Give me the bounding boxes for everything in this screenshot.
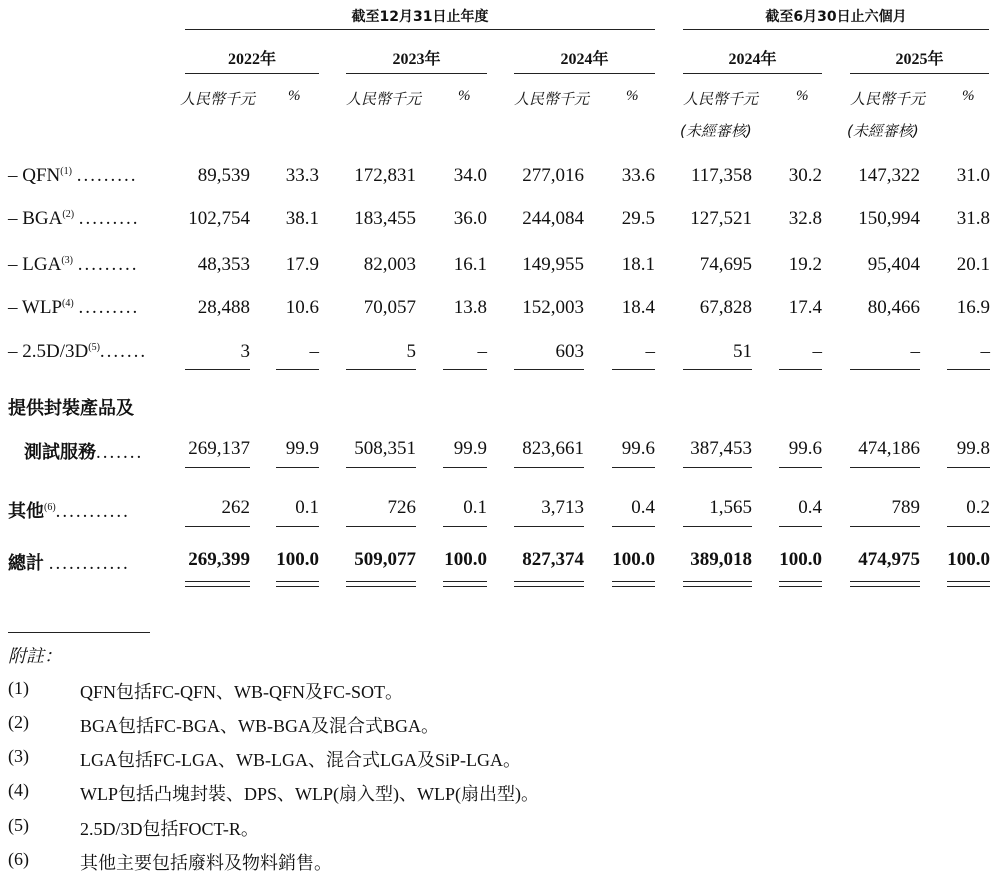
header-rule [185, 29, 655, 30]
subtotal-bottom-rule [276, 467, 319, 468]
percent-label: % [962, 88, 975, 104]
subtotal-rule [276, 369, 319, 370]
table-cell-others-percent: 0.1 [463, 497, 487, 518]
table-cell-total-amount: 389,018 [690, 549, 752, 570]
others-rule [185, 526, 250, 527]
others-rule [612, 526, 655, 527]
note-text: WLP包括凸塊封裝、DPS、WLP(扇入型)、WLP(扇出型)。 [80, 784, 539, 804]
subtotal-rule [443, 369, 487, 370]
table-cell-lga-amount: 82,003 [363, 254, 416, 275]
table-cell-subtotal-percent: 99.6 [788, 438, 822, 459]
year-header: 2024年 [560, 51, 609, 68]
others-rule [683, 526, 752, 527]
table-cell-bga-percent: 29.5 [621, 208, 655, 229]
total-double-rule [612, 581, 655, 582]
table-cell-lga-amount: 74,695 [699, 254, 752, 275]
percent-label: % [288, 88, 301, 104]
row-label-bga: – BGA$^{(2)}$ ......... [8, 208, 140, 229]
percent-label: % [796, 88, 809, 104]
note-number: (2) [8, 712, 29, 732]
note-number: (4) [8, 780, 29, 800]
unaudited-label: (未經審核) [847, 122, 919, 140]
row-label-total: 總計 ............ [8, 553, 130, 574]
row-label-others: 其他$^{(6)}$........... [8, 501, 130, 522]
unaudited-label: (未經審核) [680, 122, 752, 140]
table-cell-wlp-percent: 10.6 [285, 297, 319, 318]
table-cell-lga-amount: 149,955 [522, 254, 584, 275]
table-cell-subtotal-percent: 99.8 [956, 438, 990, 459]
total-double-rule [612, 586, 655, 587]
table-cell-2-5d-3d-percent: – [645, 341, 655, 362]
total-double-rule [346, 581, 416, 582]
table-cell-others-percent: 0.1 [295, 497, 319, 518]
table-cell-subtotal-amount: 269,137 [188, 438, 250, 459]
total-double-rule [443, 581, 487, 582]
subtotal-rule [514, 369, 584, 370]
subtotal-bottom-rule [612, 467, 655, 468]
table-cell-wlp-percent: 13.8 [453, 297, 487, 318]
table-cell-total-amount: 509,077 [354, 549, 416, 570]
table-cell-others-percent: 0.4 [798, 497, 822, 518]
table-cell-2-5d-3d-percent: – [477, 341, 487, 362]
table-cell-2-5d-3d-percent: – [309, 341, 319, 362]
notes-divider [8, 632, 150, 633]
others-rule [443, 526, 487, 527]
total-double-rule [514, 581, 584, 582]
table-cell-bga-percent: 31.8 [956, 208, 990, 229]
table-cell-2-5d-3d-amount: – [910, 341, 920, 362]
total-double-rule [346, 586, 416, 587]
table-cell-wlp-amount: 152,003 [522, 297, 584, 318]
subtotal-bottom-rule [779, 467, 822, 468]
year-rule [185, 73, 319, 74]
others-rule [514, 526, 584, 527]
table-cell-qfn-percent: 31.0 [956, 165, 990, 186]
year-header: 2024年 [728, 51, 777, 68]
others-rule [947, 526, 990, 527]
notes-title: 附註： [8, 646, 62, 667]
total-double-rule [850, 581, 920, 582]
total-double-rule [850, 586, 920, 587]
row-label-wlp: – WLP$^{(4)}$ ......... [8, 297, 140, 318]
table-cell-qfn-amount: 277,016 [522, 165, 584, 186]
table-cell-2-5d-3d-amount: 51 [733, 341, 752, 362]
note-number: (5) [8, 815, 29, 835]
subtotal-rule [947, 369, 990, 370]
table-cell-lga-percent: 18.1 [621, 254, 655, 275]
table-cell-lga-percent: 19.2 [788, 254, 822, 275]
note-text: LGA包括FC-LGA、WB-LGA、混合式LGA及SiP-LGA。 [80, 750, 521, 770]
table-cell-wlp-percent: 16.9 [956, 297, 990, 318]
table-cell-others-percent: 0.4 [631, 497, 655, 518]
year-rule [683, 73, 822, 74]
table-cell-total-amount: 269,399 [188, 549, 250, 570]
period-header-full-year: 截至12月31日止年度 [351, 9, 489, 25]
table-cell-2-5d-3d-amount: 5 [406, 341, 416, 362]
table-cell-others-percent: 0.2 [966, 497, 990, 518]
table-cell-subtotal-amount: 474,186 [858, 438, 920, 459]
table-cell-qfn-amount: 147,322 [858, 165, 920, 186]
row-label-lga: – LGA$^{(3)}$ ......... [8, 254, 139, 275]
table-cell-total-percent: 100.0 [947, 549, 990, 570]
subtotal-rule [779, 369, 822, 370]
note-number: (1) [8, 678, 29, 698]
table-cell-total-percent: 100.0 [779, 549, 822, 570]
row-label-testing-services: 測試服務....... [24, 442, 144, 463]
unit-label: 人民幣千元 [514, 90, 590, 108]
total-double-rule [683, 586, 752, 587]
table-cell-lga-percent: 20.1 [956, 254, 990, 275]
total-double-rule [683, 581, 752, 582]
table-cell-wlp-amount: 70,057 [363, 297, 416, 318]
subtotal-bottom-rule [850, 467, 920, 468]
subtotal-rule [683, 369, 752, 370]
table-cell-bga-percent: 38.1 [285, 208, 319, 229]
row-label-qfn: – QFN$^{(1)}$ ......... [8, 165, 138, 186]
table-cell-qfn-amount: 172,831 [354, 165, 416, 186]
table-cell-total-percent: 100.0 [276, 549, 319, 570]
table-cell-qfn-percent: 34.0 [453, 165, 487, 186]
table-cell-wlp-amount: 28,488 [197, 297, 250, 318]
subtotal-bottom-rule [947, 467, 990, 468]
table-cell-lga-percent: 17.9 [285, 254, 319, 275]
table-cell-bga-percent: 36.0 [453, 208, 487, 229]
others-rule [779, 526, 822, 527]
table-cell-others-amount: 1,565 [709, 497, 752, 518]
subtotal-bottom-rule [185, 467, 250, 468]
table-cell-subtotal-percent: 99.6 [621, 438, 655, 459]
total-double-rule [185, 581, 250, 582]
table-cell-subtotal-percent: 99.9 [285, 438, 319, 459]
table-cell-2-5d-3d-percent: – [812, 341, 822, 362]
year-header: 2023年 [392, 51, 441, 68]
table-cell-total-amount: 827,374 [522, 549, 584, 570]
table-cell-qfn-percent: 30.2 [788, 165, 822, 186]
note-number: (3) [8, 746, 29, 766]
row-label-packaging-services: 提供封裝產品及 [8, 398, 134, 419]
year-rule [514, 73, 655, 74]
note-text: QFN包括FC-QFN、WB-QFN及FC-SOT。 [80, 682, 404, 702]
percent-label: % [458, 88, 471, 104]
unit-label: 人民幣千元 [180, 90, 256, 108]
others-rule [346, 526, 416, 527]
table-cell-lga-amount: 95,404 [867, 254, 920, 275]
unit-label: 人民幣千元 [683, 90, 759, 108]
year-rule [346, 73, 487, 74]
year-rule [850, 73, 989, 74]
percent-label: % [626, 88, 639, 104]
note-number: (6) [8, 849, 29, 869]
table-cell-qfn-percent: 33.3 [285, 165, 319, 186]
table-cell-lga-percent: 16.1 [453, 254, 487, 275]
table-cell-others-amount: 726 [387, 497, 416, 518]
note-text: 2.5D/3D包括FOCT-R。 [80, 819, 259, 839]
total-double-rule [514, 586, 584, 587]
table-cell-total-percent: 100.0 [612, 549, 655, 570]
table-cell-wlp-amount: 80,466 [867, 297, 920, 318]
table-cell-bga-amount: 102,754 [188, 208, 250, 229]
table-cell-total-percent: 100.0 [444, 549, 487, 570]
table-cell-bga-amount: 183,455 [354, 208, 416, 229]
table-cell-subtotal-amount: 387,453 [690, 438, 752, 459]
subtotal-rule [185, 369, 250, 370]
table-cell-qfn-amount: 89,539 [197, 165, 250, 186]
table-cell-others-amount: 3,713 [541, 497, 584, 518]
subtotal-bottom-rule [683, 467, 752, 468]
table-cell-wlp-percent: 17.4 [788, 297, 822, 318]
table-cell-wlp-amount: 67,828 [699, 297, 752, 318]
total-double-rule [185, 586, 250, 587]
total-double-rule [779, 586, 822, 587]
total-double-rule [947, 586, 990, 587]
table-cell-total-amount: 474,975 [858, 549, 920, 570]
note-text: BGA包括FC-BGA、WB-BGA及混合式BGA。 [80, 716, 440, 736]
subtotal-rule [850, 369, 920, 370]
subtotal-bottom-rule [443, 467, 487, 468]
table-cell-lga-amount: 48,353 [197, 254, 250, 275]
table-cell-qfn-amount: 117,358 [690, 165, 752, 186]
total-double-rule [779, 581, 822, 582]
table-cell-wlp-percent: 18.4 [621, 297, 655, 318]
table-cell-subtotal-amount: 823,661 [522, 438, 584, 459]
table-cell-2-5d-3d-amount: 3 [240, 341, 250, 362]
table-cell-2-5d-3d-amount: 603 [555, 341, 584, 362]
total-double-rule [276, 586, 319, 587]
subtotal-rule [346, 369, 416, 370]
unit-label: 人民幣千元 [850, 90, 926, 108]
table-cell-subtotal-amount: 508,351 [354, 438, 416, 459]
others-rule [850, 526, 920, 527]
table-cell-bga-amount: 244,084 [522, 208, 584, 229]
total-double-rule [947, 581, 990, 582]
table-cell-subtotal-percent: 99.9 [453, 438, 487, 459]
table-cell-bga-percent: 32.8 [788, 208, 822, 229]
total-double-rule [276, 581, 319, 582]
subtotal-bottom-rule [346, 467, 416, 468]
note-text: 其他主要包括廢料及物料銷售。 [80, 853, 332, 873]
year-header: 2022年 [227, 51, 276, 68]
subtotal-rule [612, 369, 655, 370]
period-header-half-year: 截至6月30日止六個月 [765, 9, 907, 25]
row-label-2-5d-3d: – $2.5D/3D^{(5)}$....... [8, 341, 148, 362]
table-cell-others-amount: 262 [221, 497, 250, 518]
table-cell-bga-amount: 127,521 [690, 208, 752, 229]
table-cell-2-5d-3d-percent: – [980, 341, 990, 362]
table-cell-others-amount: 789 [891, 497, 920, 518]
header-rule [683, 29, 989, 30]
table-cell-bga-amount: 150,994 [858, 208, 920, 229]
year-header: 2025年 [895, 51, 944, 68]
total-double-rule [443, 586, 487, 587]
others-rule [276, 526, 319, 527]
unit-label: 人民幣千元 [346, 90, 422, 108]
table-cell-qfn-percent: 33.6 [621, 165, 655, 186]
subtotal-bottom-rule [514, 467, 584, 468]
